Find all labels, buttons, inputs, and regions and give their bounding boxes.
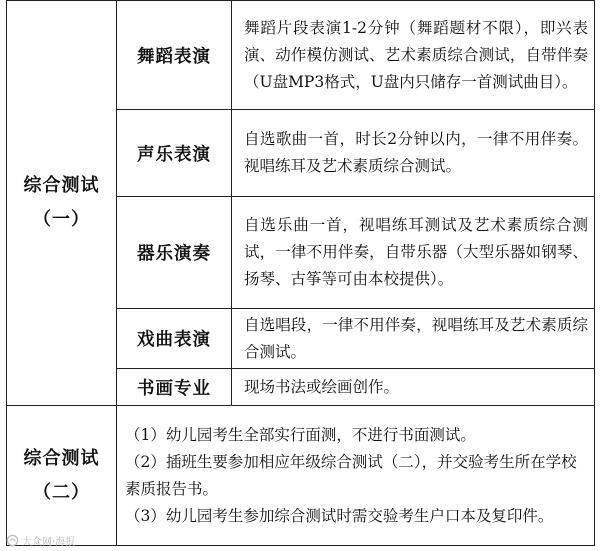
table-row bbox=[7, 1, 595, 110]
category-title: 综合测试 bbox=[23, 175, 100, 196]
item-desc: 现场书法或绘画创作。 bbox=[232, 369, 595, 406]
category-subtitle: （一） bbox=[33, 209, 90, 230]
item-name: 器乐演奏 bbox=[117, 197, 232, 309]
note-item: （2）插班生要参加相应年级综合测试（二），并交验考生所在学校素质报告书。 bbox=[125, 452, 577, 498]
logo-icon bbox=[6, 534, 19, 547]
watermark-text: 大众网·海报 bbox=[22, 537, 76, 548]
item-name: 舞蹈表演 bbox=[117, 1, 232, 110]
watermark bbox=[6, 533, 75, 548]
exam-requirements-table bbox=[6, 0, 595, 546]
item-desc: 自选乐曲一首，视唱练耳测试及艺术素质综合测试，一律不用伴奏，自带乐器（大型乐器如钢琴、扬琴、古筝等可由本校提供）。 bbox=[232, 197, 595, 309]
table-row bbox=[7, 406, 595, 546]
category-subtitle: （二） bbox=[33, 481, 90, 503]
category-title: 综合测试 bbox=[23, 447, 100, 469]
note-item: （3）幼儿园考生参加综合测试时需交验考生户口本及复印件。 bbox=[125, 506, 554, 525]
item-name: 声乐表演 bbox=[117, 110, 232, 197]
note-item: （1）幼儿园考生全部实行面测，不进行书面测试。 bbox=[125, 425, 476, 444]
category-cell-1 bbox=[7, 1, 117, 406]
item-name: 戏曲表演 bbox=[117, 309, 232, 369]
item-desc: 舞蹈片段表演1-2分钟（舞蹈题材不限），即兴表演、动作模仿测试、艺术素质综合测试，自带伴奏（U盘MP3格式，U盘内只储存一首测试曲目）。 bbox=[232, 1, 595, 110]
notes-cell bbox=[117, 406, 595, 546]
item-desc: 自选歌曲一首，时长2分钟以内，一律不用伴奏。视唱练耳及艺术素质综合测试。 bbox=[232, 110, 595, 197]
item-desc: 自选唱段，一律不用伴奏，视唱练耳及艺术素质综合测试。 bbox=[232, 309, 595, 369]
item-name: 书画专业 bbox=[117, 369, 232, 406]
category-cell-2 bbox=[7, 406, 117, 546]
